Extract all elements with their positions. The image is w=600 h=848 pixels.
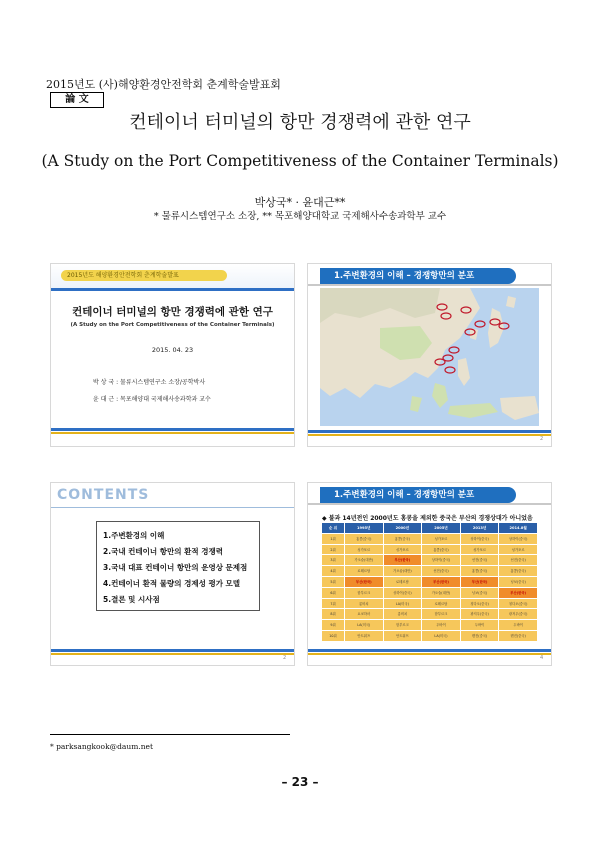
table-cell: 로테르담 bbox=[422, 599, 461, 610]
slide-map-header: 1.주변환경의 이해 – 경쟁항만의 분포 bbox=[320, 268, 516, 284]
slide-title bbox=[50, 263, 295, 447]
port-distribution-map bbox=[320, 288, 539, 426]
table-header-cell: 2014.8월 bbox=[499, 523, 538, 534]
table-cell: 싱가포르 bbox=[499, 545, 538, 556]
contents-item-4: 4.컨테이너 환적 물량의 경제성 평가 모델 bbox=[103, 579, 241, 588]
table-row bbox=[322, 545, 538, 556]
contents-item-2: 2.국내 컨테이너 항만의 환적 경쟁력 bbox=[103, 547, 223, 556]
table-cell: 2위 bbox=[322, 545, 345, 556]
table-cell: 싱가포르 bbox=[461, 545, 500, 556]
table-cell: 싱가포르 bbox=[422, 534, 461, 545]
table-cell: 7위 bbox=[322, 599, 345, 610]
table-cell: 가오슝(대만) bbox=[345, 555, 384, 566]
table-cell: 부산(한국) bbox=[345, 577, 384, 588]
slide-title-banner: 2015년도 해양환경안전학회 춘계학술발표 bbox=[61, 270, 227, 281]
contents-item-1: 1.주변환경의 이해 bbox=[103, 531, 165, 540]
slide-contents-bottom-bar bbox=[51, 649, 294, 652]
slide-title-author-2: 윤 대 근 : 목포해양대 국제해사송과학과 교수 bbox=[93, 396, 211, 403]
paper-type-tag: 論 文 bbox=[50, 92, 104, 108]
table-cell: 싱가포르 bbox=[345, 545, 384, 556]
footnote-email: * parksangkook@daum.net bbox=[50, 742, 153, 751]
table-cell: 부산(한국) bbox=[499, 588, 538, 599]
slide-contents-list bbox=[96, 521, 260, 611]
table-cell: 부산(한국) bbox=[384, 555, 423, 566]
table-cell: 선전(중국) bbox=[422, 566, 461, 577]
table-cell: 칭다오(중국) bbox=[461, 599, 500, 610]
table-cell: 4위 bbox=[322, 566, 345, 577]
table-cell: LA(미국) bbox=[422, 631, 461, 642]
contents-item-5: 5.결론 및 시사점 bbox=[103, 595, 160, 604]
slide-contents bbox=[50, 482, 295, 666]
table-cell: 두바이 bbox=[499, 620, 538, 631]
table-header-cell: 2000년 bbox=[384, 523, 423, 534]
table-header-cell: 1995년 bbox=[345, 523, 384, 534]
slide-map-bottom-bar bbox=[308, 430, 551, 433]
paper-title-english: (A Study on the Port Competitiveness of the Container Terminals) bbox=[41, 152, 559, 170]
table-cell: 톈진(중국) bbox=[461, 631, 500, 642]
table-row bbox=[322, 620, 538, 631]
table-cell: 안트워프 bbox=[384, 631, 423, 642]
slide-map-header-rule bbox=[308, 284, 551, 286]
table-cell: 부산(한국) bbox=[461, 577, 500, 588]
table-cell: 가오슝(대만) bbox=[422, 588, 461, 599]
table-cell: 선전(중국) bbox=[461, 555, 500, 566]
slide-ranking-bottom-bar bbox=[308, 649, 551, 652]
table-cell: 롱비치 bbox=[345, 599, 384, 610]
table-row bbox=[322, 577, 538, 588]
slide-port-ranking bbox=[307, 482, 552, 666]
slide-ranking-header-rule bbox=[308, 503, 551, 505]
slide-ranking-note: ◆ 불과 14년전인 2000년도 홍콩을 제외한 중국은 부산의 경쟁상대가 아니었음 bbox=[322, 515, 533, 522]
contents-item-3: 3.국내 대표 컨테이너 항만의 운영상 문제점 bbox=[103, 563, 248, 572]
slide-title-heading: 컨테이너 터미널의 항만 경쟁력에 관한 연구 bbox=[72, 306, 273, 318]
table-cell: 두바이 bbox=[461, 620, 500, 631]
table-cell: 두바이 bbox=[422, 620, 461, 631]
table-cell: 홍콩(중국) bbox=[422, 545, 461, 556]
table-cell: 8위 bbox=[322, 609, 345, 620]
table-cell: 상하이(중국) bbox=[422, 555, 461, 566]
table-cell: 상하이(중국) bbox=[384, 588, 423, 599]
table-header-cell: 2005년 bbox=[422, 523, 461, 534]
slide-ranking-page-number: 4 bbox=[540, 655, 544, 661]
table-cell: 10위 bbox=[322, 631, 345, 642]
table-cell: 톈진(중국) bbox=[499, 631, 538, 642]
table-cell: 선전(중국) bbox=[499, 555, 538, 566]
table-header-row bbox=[322, 523, 538, 534]
slide-ranking-header: 1.주변환경의 이해 – 경쟁항만의 분포 bbox=[320, 487, 516, 503]
table-row bbox=[322, 599, 538, 610]
slide-title-subheading: (A Study on the Port Competitiveness of the Container Terminals) bbox=[70, 322, 275, 328]
table-cell: 9위 bbox=[322, 620, 345, 631]
table-cell: 5위 bbox=[322, 577, 345, 588]
slide-map-page-number: 2 bbox=[540, 436, 544, 442]
table-cell: 홍콩(중국) bbox=[345, 534, 384, 545]
slide-title-author-1: 박 상 국 : 물류시스템연구소 소장/공학박사 bbox=[93, 379, 206, 386]
table-cell: 광저우(중국) bbox=[461, 609, 500, 620]
page-number: – 23 – bbox=[281, 775, 319, 789]
table-cell: 요코하마 bbox=[345, 609, 384, 620]
table-cell: 싱가포르 bbox=[384, 545, 423, 556]
table-cell: 가오슝(대만) bbox=[384, 566, 423, 577]
table-cell: 함부르크 bbox=[422, 609, 461, 620]
table-cell: 부산(한국) bbox=[422, 577, 461, 588]
slide-contents-bottom-accent bbox=[51, 653, 294, 655]
table-cell: 1위 bbox=[322, 534, 345, 545]
slide-contents-rule bbox=[51, 507, 294, 508]
slide-title-bottom-accent bbox=[51, 432, 294, 434]
table-cell: 칭다오(중국) bbox=[499, 599, 538, 610]
table-row bbox=[322, 609, 538, 620]
table-row bbox=[322, 588, 538, 599]
table-cell: 6위 bbox=[322, 588, 345, 599]
table-cell: 홍콩(중국) bbox=[384, 534, 423, 545]
table-cell: LA(미국) bbox=[345, 620, 384, 631]
table-header-cell: 순 위 bbox=[322, 523, 345, 534]
slide-contents-title: CONTENTS bbox=[57, 487, 150, 503]
slide-title-bottom-bar bbox=[51, 428, 294, 431]
table-header-cell: 2013년 bbox=[461, 523, 500, 534]
table-row bbox=[322, 566, 538, 577]
table-cell: 닝보(중국) bbox=[499, 577, 538, 588]
table-row bbox=[322, 534, 538, 545]
slide-contents-page-number: 2 bbox=[283, 655, 287, 661]
table-cell: 로테르담 bbox=[384, 577, 423, 588]
table-row bbox=[322, 631, 538, 642]
slide-ranking-bottom-accent bbox=[308, 653, 551, 655]
slide-port-map bbox=[307, 263, 552, 447]
conference-header: 2015년도 (사)해양환경안전학회 춘계학술발표회 bbox=[46, 78, 281, 91]
paper-affiliation: * 물류시스템연구소 소장, ** 목포해양대학교 국제해사수송과학부 교수 bbox=[153, 211, 447, 222]
table-body bbox=[322, 534, 538, 642]
paper-authors: 박상국* · 윤대근** bbox=[254, 196, 346, 209]
table-cell: 닝보(중국) bbox=[461, 588, 500, 599]
table-cell: 홍콩(중국) bbox=[499, 566, 538, 577]
slide-title-top-bar bbox=[51, 288, 294, 291]
table-cell: 홍콩(중국) bbox=[461, 566, 500, 577]
table-cell: 로테르담 bbox=[345, 566, 384, 577]
table-cell: LA(미국) bbox=[384, 599, 423, 610]
table-row bbox=[322, 555, 538, 566]
footnote-rule bbox=[50, 734, 290, 735]
slide-title-date: 2015. 04. 23 bbox=[151, 346, 194, 354]
table-cell: 상하이(중국) bbox=[499, 534, 538, 545]
table-cell: 광저우(중국) bbox=[499, 609, 538, 620]
table-cell: 롱비치 bbox=[384, 609, 423, 620]
table-cell: 안트워프 bbox=[345, 631, 384, 642]
port-ranking-table bbox=[322, 523, 538, 642]
table-cell: 함부르크 bbox=[345, 588, 384, 599]
table-cell: 함부르크 bbox=[384, 620, 423, 631]
paper-title-korean: 컨테이너 터미널의 항만 경쟁력에 관한 연구 bbox=[129, 112, 471, 133]
table-cell: 상하이(중국) bbox=[461, 534, 500, 545]
table-cell: 3위 bbox=[322, 555, 345, 566]
slide-map-bottom-accent bbox=[308, 434, 551, 436]
